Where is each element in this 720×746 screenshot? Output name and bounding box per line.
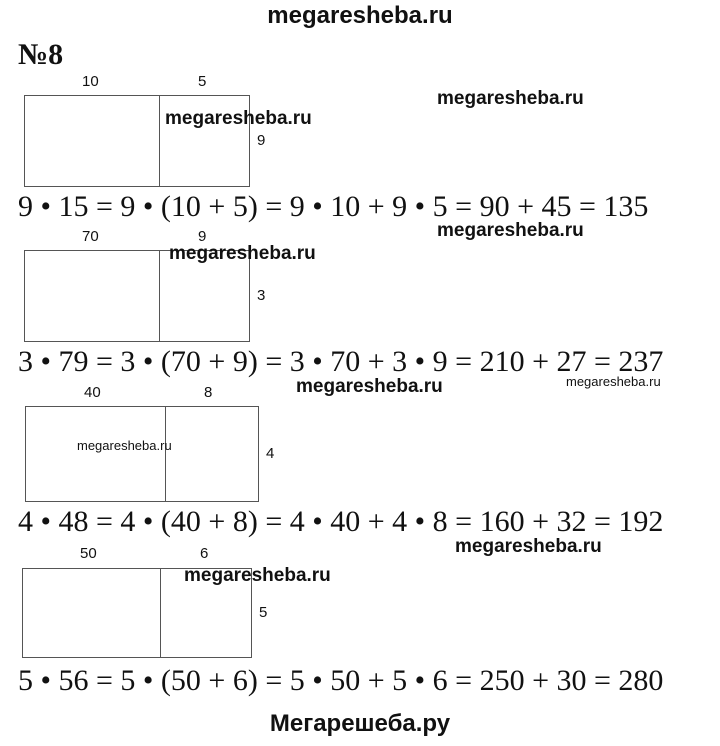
watermark: megaresheba.ru <box>296 376 443 397</box>
watermark: megaresheba.ru <box>184 565 331 586</box>
area-rectangle <box>25 406 259 502</box>
watermark: megaresheba.ru <box>455 536 602 557</box>
rectangle-divider <box>165 407 166 501</box>
height-label: 5 <box>259 604 268 621</box>
equation: 9 • 15 = 9 • (10 + 5) = 9 • 10 + 9 • 5 = 90 + 45 = 135 <box>18 190 649 223</box>
footer-title: Мегарешеба.ру <box>269 710 451 737</box>
task-number: №8 <box>18 38 64 71</box>
watermark: megaresheba.ru <box>437 220 584 241</box>
equation: 3 • 79 = 3 • (70 + 9) = 3 • 70 + 3 • 9 = 210 + 27 = 237 <box>18 345 664 378</box>
rectangle-divider <box>159 251 160 341</box>
width-label-a: 50 <box>80 545 97 562</box>
height-label: 9 <box>257 132 266 149</box>
watermark: megaresheba.ru <box>77 438 172 453</box>
site-title: megaresheba.ru <box>267 2 453 29</box>
rectangle-divider <box>160 569 161 657</box>
width-label-a: 70 <box>82 228 99 245</box>
watermark: megaresheba.ru <box>169 243 316 264</box>
width-label-b: 8 <box>204 384 213 401</box>
watermark: megaresheba.ru <box>165 108 312 129</box>
width-label-b: 6 <box>200 545 209 562</box>
height-label: 4 <box>266 445 275 462</box>
width-label-b: 9 <box>198 228 207 245</box>
equation: 4 • 48 = 4 • (40 + 8) = 4 • 40 + 4 • 8 = 160 + 32 = 192 <box>18 505 664 538</box>
width-label-a: 40 <box>84 384 101 401</box>
watermark: megaresheba.ru <box>566 374 661 389</box>
height-label: 3 <box>257 287 266 304</box>
equation: 5 • 56 = 5 • (50 + 6) = 5 • 50 + 5 • 6 = 250 + 30 = 280 <box>18 664 664 697</box>
width-label-a: 10 <box>82 73 99 90</box>
watermark: megaresheba.ru <box>437 88 584 109</box>
width-label-b: 5 <box>198 73 207 90</box>
rectangle-divider <box>159 96 160 186</box>
